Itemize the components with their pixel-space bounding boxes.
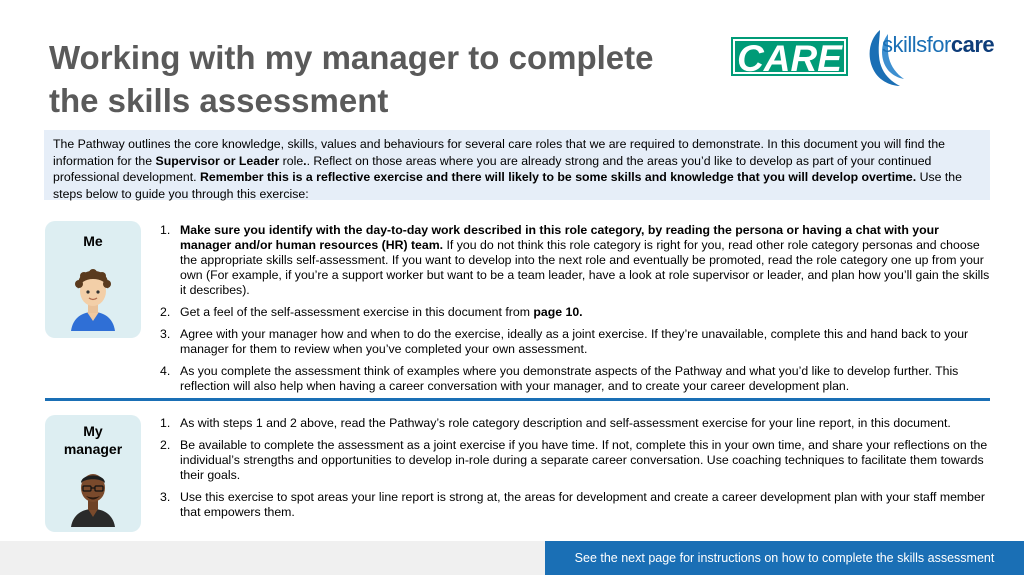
manager-label: My manager (63, 423, 123, 457)
page-title: Working with my manager to complete the skills assessment (49, 39, 654, 119)
step-number: 3. (160, 490, 171, 504)
intro-text-4: Use the steps below to guide you through this exercise: (53, 170, 962, 201)
manager-panel (45, 415, 141, 532)
list-item (160, 490, 990, 520)
intro-reminder: Remember this is a reflective exercise and there will likely to be some skills and knowledge that you will develop overtime. (199, 170, 917, 184)
intro-role: Supervisor or Leader (155, 153, 280, 168)
me-steps-list (160, 223, 990, 401)
section-divider (45, 398, 990, 401)
intro-text-3: . Reflect on those areas where you are already strong and the areas you’d like to develop as part of your continued professional development. (53, 153, 932, 184)
step-text: As you complete the assessment think of examples where you demonstrate aspects of the Pathway and what you’d like to develop further. This reflection will also help when having a career conversation with your manager, and to create your career development plan. (180, 364, 959, 393)
intro-box: The Pathway outlines the core knowledge, skills, values and behaviours for several care roles that we are required to demonstrate. In this document you will find the information for the Supervisor or Leader role.. Reflect on those areas where you are already strong and the areas you’d like to develop as part of your continued professional development. Remember this is a reflective exercise and there will likely to be some skills and knowledge that you will develop overtime. Use the steps below to guide you through this exercise: (44, 130, 990, 200)
step-number: 4. (160, 364, 171, 378)
care-logo: CARE (733, 39, 846, 74)
step-number: 1. (160, 416, 171, 430)
manager-avatar-icon (67, 467, 119, 527)
step-text: As with steps 1 and 2 above, read the Pathway’s role category description and self-assessment exercise for your line report, in this document. (180, 416, 951, 430)
me-label: Me (83, 233, 103, 249)
step-number: 1. (160, 223, 171, 237)
intro-text-2: role (279, 153, 304, 168)
step-number: 2. (160, 438, 171, 452)
skills-for-care-logo: skillsforcare (882, 32, 995, 57)
person-avatar-icon (67, 267, 119, 331)
list-item (160, 416, 990, 431)
step-text: Get a feel of the self-assessment exercise in this document from (180, 305, 534, 319)
list-item (160, 364, 990, 394)
list-item (160, 327, 990, 357)
step-text: Use this exercise to spot areas your line report is strong at, the areas for development and create a career development plan with your staff member that empowers them. (180, 490, 985, 519)
list-item (160, 223, 990, 298)
step-bold-text: Make sure you identify with the day-to-day work described in this role category, by reading the persona or having a chat with your manager and/or human resources (HR) team. (180, 223, 939, 252)
step-number: 2. (160, 305, 171, 319)
list-item (160, 438, 990, 483)
step-bold-text: page 10. (533, 305, 583, 319)
list-item (160, 305, 990, 320)
me-panel (45, 221, 141, 338)
intro-text-1: The Pathway outlines the core knowledge, skills, values and behaviours for several care roles that we are required to demonstrate. In this document you will find the information for the (53, 137, 945, 168)
step-text: Agree with your manager how and when to do the exercise, ideally as a joint exercise. If they’re unavailable, complete this and hand back to your manager for them to review when you’ve completed your own assessment. (180, 327, 969, 356)
manager-steps-list (160, 416, 990, 527)
next-page-note: See the next page for instructions on how to complete the skills assessment (545, 541, 1024, 575)
step-text: Be available to complete the assessment as a joint exercise if you have time. If not, complete this in your own time, and share your reflections on the individual’s strengths and opportunities to develop in-role during a separate career conversation. Use coaching techniques to facilitate them towards their goals. (180, 438, 988, 482)
step-number: 3. (160, 327, 171, 341)
step-text: If you do not think this role category is right for you, read other role category personas and choose the appropriate skills self-assessment. If you want to develop into the next role and eventually be promoted, read the role category one up from your own (For example, if you’re a support worker but want to be a team leader, have a look at role supervisor or leader, and plan how you’ll gain the skills it describes). (180, 238, 990, 297)
